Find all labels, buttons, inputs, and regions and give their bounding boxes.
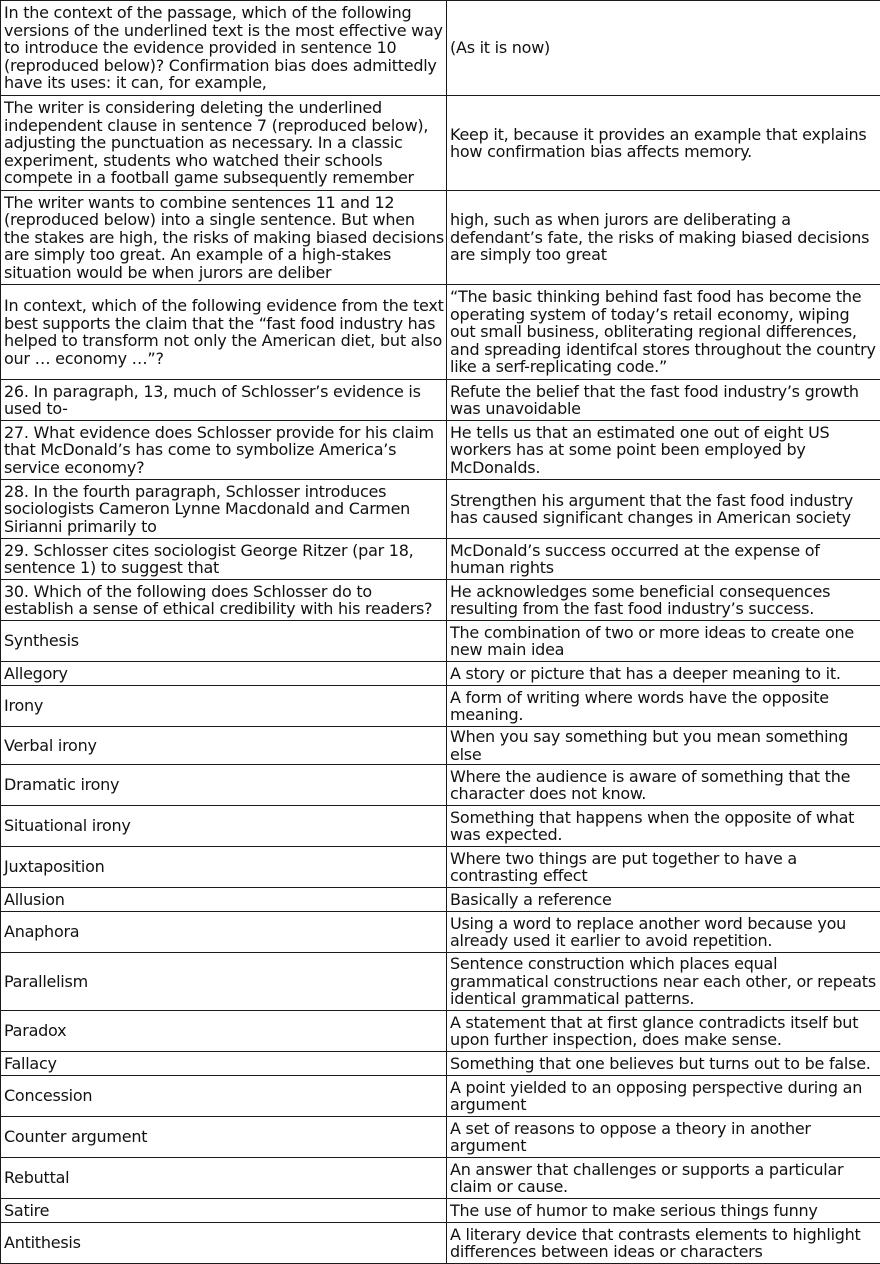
term-cell: Concession (1, 1076, 447, 1117)
definition-cell: A story or picture that has a deeper meaning to it. (447, 662, 880, 686)
definition-cell: A set of reasons to oppose a theory in another argument (447, 1117, 880, 1158)
table-row (1, 1, 880, 96)
definition-cell: A point yielded to an opposing perspective during an argument (447, 1076, 880, 1117)
question-cell: 27. What evidence does Schlosser provide for his claim that McDonald’s has come to symbolize America’s service economy? (1, 421, 447, 480)
definition-cell: An answer that challenges or supports a particular claim or cause. (447, 1158, 880, 1199)
table-row (1, 1223, 880, 1264)
term-cell: Juxtaposition (1, 847, 447, 888)
table-row (1, 285, 880, 380)
definition-cell: Sentence construction which places equal grammatical constructions near each other, or repeats identical grammatical patterns. (447, 953, 880, 1011)
definition-cell: Where the audience is aware of something that the character does not know. (447, 765, 880, 806)
answer-cell: McDonald’s success occurred at the expense of human rights (447, 539, 880, 580)
table-row (1, 727, 880, 765)
answer-cell: He tells us that an estimated one out of eight US workers has at some point been employed by McDonalds. (447, 421, 880, 480)
table-row (1, 621, 880, 662)
question-cell: The writer wants to combine sentences 11 and 12 (reproduced below) into a single sentence. But when the stakes are high, the risks of making biased decisions are simply too great. An example of a high-stakes situation would be when jurors are deliber (1, 191, 447, 285)
table-row (1, 765, 880, 806)
term-cell: Antithesis (1, 1223, 447, 1264)
answer-cell: high, such as when jurors are deliberating a defendant’s fate, the risks of making biased decisions are simply too great (447, 191, 880, 285)
answer-cell: Refute the belief that the fast food industry’s growth was unavoidable (447, 380, 880, 421)
table-row (1, 539, 880, 580)
term-cell: Satire (1, 1199, 447, 1223)
table-row (1, 953, 880, 1011)
question-cell: 30. Which of the following does Schlosser do to establish a sense of ethical credibility with his readers? (1, 580, 447, 621)
table-row (1, 96, 880, 191)
table-row (1, 1158, 880, 1199)
definition-cell: Something that happens when the opposite of what was expected. (447, 806, 880, 847)
term-cell: Rebuttal (1, 1158, 447, 1199)
term-cell: Irony (1, 686, 447, 727)
answer-cell: He acknowledges some beneficial consequences resulting from the fast food industry’s success. (447, 580, 880, 621)
definition-cell: A form of writing where words have the opposite meaning. (447, 686, 880, 727)
definition-cell: The use of humor to make serious things funny (447, 1199, 880, 1223)
answer-cell: “The basic thinking behind fast food has become the operating system of today’s retail economy, wiping out small business, obliterating regional differences, and spreading identifcal stores throughout the country like a serf-replicating code.” (447, 285, 880, 380)
definition-cell: Using a word to replace another word because you already used it earlier to avoid repetition. (447, 912, 880, 953)
table-row (1, 1052, 880, 1076)
question-cell: In context, which of the following evidence from the text best supports the claim that the “fast food industry has helped to transform not only the American diet, but also our … economy …”? (1, 285, 447, 380)
term-cell: Verbal irony (1, 727, 447, 765)
definition-cell: Basically a reference (447, 888, 880, 912)
question-cell: In the context of the passage, which of the following versions of the underlined text is the most effective way to introduce the evidence provided in sentence 10 (reproduced below)? Confirmation bias does admittedly have its uses: it can, for example, (1, 1, 447, 96)
table-row (1, 580, 880, 621)
table-row (1, 1076, 880, 1117)
definition-cell: Where two things are put together to have a contrasting effect (447, 847, 880, 888)
table-row (1, 806, 880, 847)
table-row (1, 686, 880, 727)
definition-cell: When you say something but you mean something else (447, 727, 880, 765)
term-cell: Dramatic irony (1, 765, 447, 806)
definition-cell: A statement that at first glance contradicts itself but upon further inspection, does make sense. (447, 1011, 880, 1052)
term-cell: Fallacy (1, 1052, 447, 1076)
term-cell: Allegory (1, 662, 447, 686)
definition-cell: Something that one believes but turns out to be false. (447, 1052, 880, 1076)
table-row (1, 1199, 880, 1223)
table-row (1, 847, 880, 888)
answer-cell: Strengthen his argument that the fast food industry has caused significant changes in American society (447, 480, 880, 539)
table-row (1, 191, 880, 285)
table-row (1, 1011, 880, 1052)
answer-cell: Keep it, because it provides an example that explains how confirmation bias affects memory. (447, 96, 880, 191)
term-cell: Situational irony (1, 806, 447, 847)
table-row (1, 1117, 880, 1158)
table-row (1, 380, 880, 421)
term-cell: Anaphora (1, 912, 447, 953)
question-cell: 28. In the fourth paragraph, Schlosser introduces sociologists Cameron Lynne Macdonald and Carmen Sirianni primarily to (1, 480, 447, 539)
term-cell: Parallelism (1, 953, 447, 1011)
term-cell: Counter argument (1, 1117, 447, 1158)
table-row (1, 662, 880, 686)
term-cell: Allusion (1, 888, 447, 912)
table-row (1, 888, 880, 912)
question-cell: 29. Schlosser cites sociologist George Ritzer (par 18, sentence 1) to suggest that (1, 539, 447, 580)
term-cell: Synthesis (1, 621, 447, 662)
table-row (1, 480, 880, 539)
definition-cell: A literary device that contrasts elements to highlight differences between ideas or characters (447, 1223, 880, 1264)
question-cell: 26. In paragraph, 13, much of Schlosser’s evidence is used to- (1, 380, 447, 421)
question-cell: The writer is considering deleting the underlined independent clause in sentence 7 (reproduced below), adjusting the punctuation as necessary. In a classic experiment, students who watched their schools compete in a football game subsequently remember (1, 96, 447, 191)
term-cell: Paradox (1, 1011, 447, 1052)
answer-cell: (As it is now) (447, 1, 880, 96)
table-row (1, 912, 880, 953)
table-row (1, 421, 880, 480)
definition-cell: The combination of two or more ideas to create one new main idea (447, 621, 880, 662)
